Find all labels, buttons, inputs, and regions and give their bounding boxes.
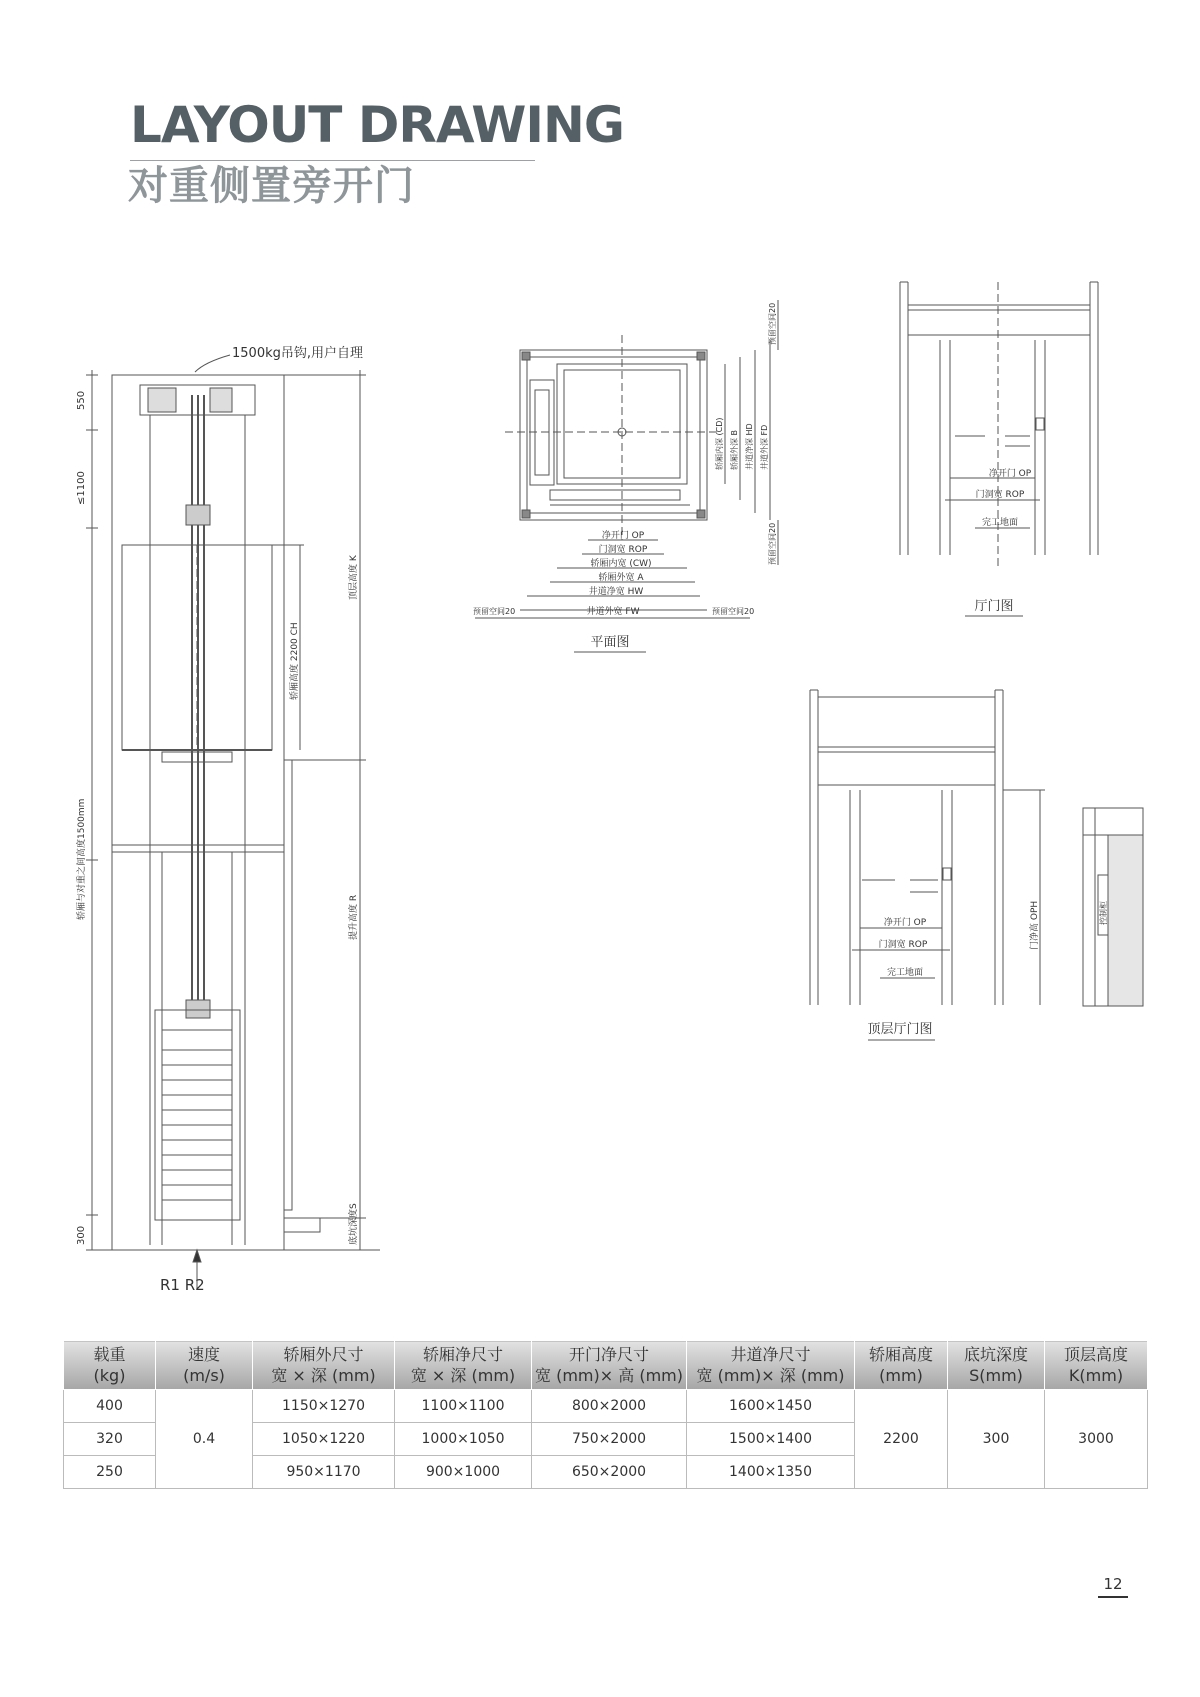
cell-car-height: 2200 (855, 1390, 948, 1489)
cell-door: 650×2000 (532, 1456, 687, 1489)
table-row (64, 1390, 1148, 1423)
header-door: 开门净尺寸 宽 (mm)× 高 (mm) (532, 1341, 687, 1390)
ref-label: R1 R2 (160, 1276, 205, 1294)
plan-left-clear: 预留空间20 (473, 607, 516, 616)
plan-rop: 门洞宽 ROP (598, 545, 648, 555)
plan-op: 净开门 OP (601, 531, 645, 541)
dim-cabin-height: 轿厢高度 2200 CH (290, 622, 300, 700)
page-number: 12 (1098, 1575, 1128, 1598)
header-car-outer: 轿厢外尺寸 宽 × 深 (mm) (253, 1341, 395, 1390)
spec-table-header (64, 1341, 1148, 1390)
page-title-zh: 对重侧置旁开门 (128, 163, 415, 209)
header-car-height: 轿厢高度 (mm) (855, 1341, 948, 1390)
cell-pit-depth: 300 (948, 1390, 1045, 1489)
top-hall-title: 顶层厅门图 (867, 1022, 933, 1037)
top-hall-door-view (810, 690, 1045, 1040)
side-panel-label: 控制柜 (1099, 901, 1108, 925)
pit-s: 底坑深度S (349, 1203, 359, 1245)
header-pit-depth: 底坑深度 S(mm) (948, 1341, 1045, 1390)
cell-car-outer: 1050×1220 (253, 1423, 395, 1456)
cell-car-inner: 1100×1100 (395, 1390, 532, 1423)
side-panel-view (1083, 808, 1143, 1006)
overhead-k: 顶层高度 K (349, 555, 359, 600)
top-hall-op: 净开门 OP (883, 918, 927, 928)
plan-fw: 井道外宽 FW (586, 607, 640, 617)
hall-op: 净开门 OP (988, 469, 1032, 479)
cell-car-inner: 900×1000 (395, 1456, 532, 1489)
plan-hd: 井道净深 HD (745, 423, 754, 470)
plan-title: 平面图 (590, 635, 630, 650)
header-shaft: 井道净尺寸 宽 (mm)× 深 (mm) (687, 1341, 855, 1390)
top-hall-oph: 门净高 OPH (1030, 900, 1040, 950)
hook-note: 1500kg吊钩,用户自理 (232, 346, 363, 361)
dim-upper: ≤1100 (76, 471, 87, 505)
dim-top: 550 (76, 390, 87, 410)
header-load: 载重 (kg) (64, 1341, 156, 1390)
top-hall-floor: 完工地面 (886, 968, 924, 978)
cell-car-outer: 950×1170 (253, 1456, 395, 1489)
plan-shaft-outer (520, 350, 707, 520)
top-hall-rop: 门洞宽 ROP (878, 940, 928, 950)
plan-hw: 井道净宽 HW (588, 587, 644, 597)
page-title-en: LAYOUT DRAWING (130, 96, 624, 154)
plan-top-clear: 预留空间20 (768, 302, 777, 345)
plan-view (473, 300, 778, 652)
dim-pit: 300 (76, 1225, 87, 1245)
plan-bottom-clear: 预留空间20 (768, 522, 777, 565)
cell-load: 250 (64, 1456, 156, 1489)
plan-cw: 轿厢内宽 (CW) (590, 559, 652, 569)
hall-floor: 完工地面 (981, 518, 1019, 528)
travel-r: 提升高度 R (349, 894, 359, 940)
cell-speed: 0.4 (156, 1390, 253, 1489)
cell-car-outer: 1150×1270 (253, 1390, 395, 1423)
cell-door: 800×2000 (532, 1390, 687, 1423)
cell-shaft: 1600×1450 (687, 1390, 855, 1423)
header-car-inner: 轿厢净尺寸 宽 × 深 (mm) (395, 1341, 532, 1390)
plan-fd: 井道外深 FD (760, 424, 769, 470)
hall-rop: 门洞宽 ROP (975, 490, 1025, 500)
plan-right-clear: 预留空间20 (712, 607, 755, 616)
header-speed: 速度 (m/s) (156, 1341, 253, 1390)
plan-b: 轿厢外深 B (730, 429, 739, 470)
cell-door: 750×2000 (532, 1423, 687, 1456)
cell-load: 320 (64, 1423, 156, 1456)
section-drawing (75, 346, 380, 1294)
cell-shaft: 1400×1350 (687, 1456, 855, 1489)
cell-overhead: 3000 (1045, 1390, 1148, 1489)
hall-title: 厅门图 (974, 599, 1014, 614)
hall-door-view (900, 282, 1098, 616)
spec-table (63, 1340, 1148, 1489)
cell-shaft: 1500×1400 (687, 1423, 855, 1456)
cell-car-inner: 1000×1050 (395, 1423, 532, 1456)
cell-load: 400 (64, 1390, 156, 1423)
dim-long: 轿厢与对重之间高度1500mm (77, 798, 87, 920)
plan-a: 轿厢外宽 A (598, 573, 644, 583)
plan-cd: 轿厢内深 (CD) (715, 417, 724, 470)
header-overhead: 顶层高度 K(mm) (1045, 1341, 1148, 1390)
